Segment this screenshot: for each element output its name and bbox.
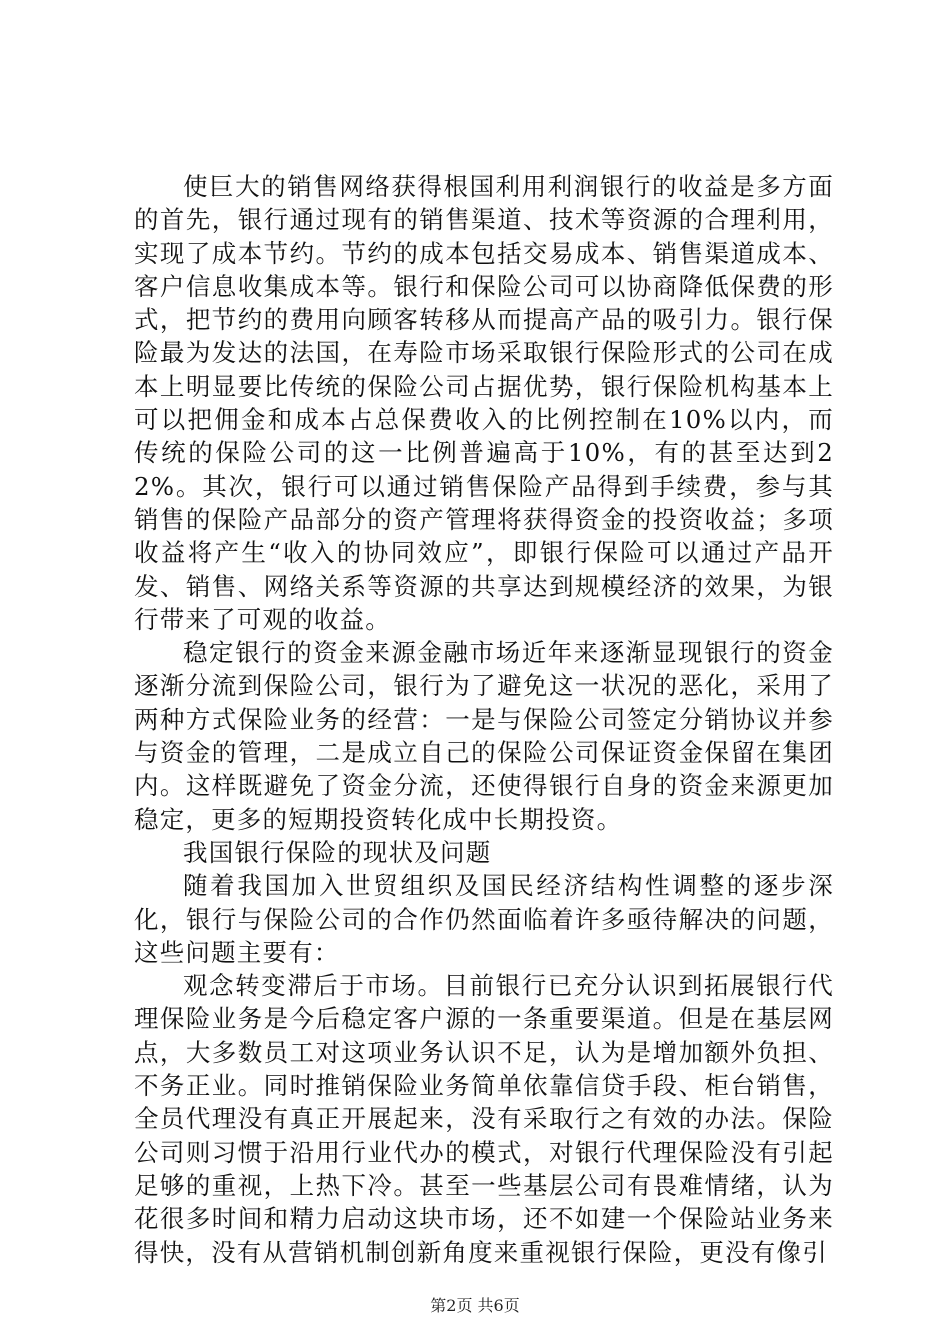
paragraph-problems-intro: 随着我国加入世贸组织及国民经济结构性调整的逐步深化，银行与保险公司的合作仍然面临着许多亟待解决的问题，这些问题主要有： (134, 871, 834, 967)
document-body (134, 170, 834, 1269)
page-number-footer: 第2页 共6页 (430, 1296, 520, 1315)
paragraph-concept-lag: 观念转变滞后于市场。目前银行已充分认识到拓展银行代理保险业务是今后稳定客户源的一条重要渠道。但是在基层网点，大多数员工对这项业务认识不足，认为是增加额外负担、不务正业。同时推销保险业务简单依靠信贷手段、柜台销售，全员代理没有真正开展起来，没有采取行之有效的办法。保险公司则习惯于沿用行业代办的模式，对银行代理保险没有引起足够的重视，上热下冷。甚至一些基层公司有畏难情绪，认为花很多时间和精力启动这块市场，还不如建一个保险站业务来得快，没有从营销机制创新角度来重视银行保险，更没有像引 (134, 971, 834, 1267)
paragraph-funding-stability: 稳定银行的资金来源金融市场近年来逐渐显现银行的资金逐渐分流到保险公司，银行为了避免这一状况的恶化，采用了两种方式保险业务的经营：一是与保险公司签定分销协议并参与资金的管理，二是成立自己的保险公司保证资金保留在集团内。这样既避免了资金分流，还使得银行自身的资金来源更加稳定，更多的短期投资转化成中长期投资。 (134, 638, 834, 834)
section-heading: 我国银行保险的现状及问题 (183, 837, 492, 867)
paragraph-cost-savings: 使巨大的销售网络获得根国利用利润银行的收益是多方面的首先，银行通过现有的销售渠道、技术等资源的合理利用，实现了成本节约。节约的成本包括交易成本、销售渠道成本、客户信息收集成本等。银行和保险公司可以协商降低保费的形式，把节约的费用向顾客转移从而提高产品的吸引力。银行保险最为发达的法国，在寿险市场采取银行保险形式的公司在成本上明显要比传统的保险公司占据优势，银行保险机构基本上可以把佣金和成本占总保费收入的比例控制在10%以内，而传统的保险公司的这一比例普遍高于10%，有的甚至达到22%。其次，银行可以通过销售保险产品得到手续费，参与其销售的保险产品部分的资产管理将获得资金的投资收益；多项收益将产生“收入的协同效应”，即银行保险可以通过产品开发、销售、网络关系等资源的共享达到规模经济的效果，为银行带来了可观的收益。 (134, 172, 834, 634)
